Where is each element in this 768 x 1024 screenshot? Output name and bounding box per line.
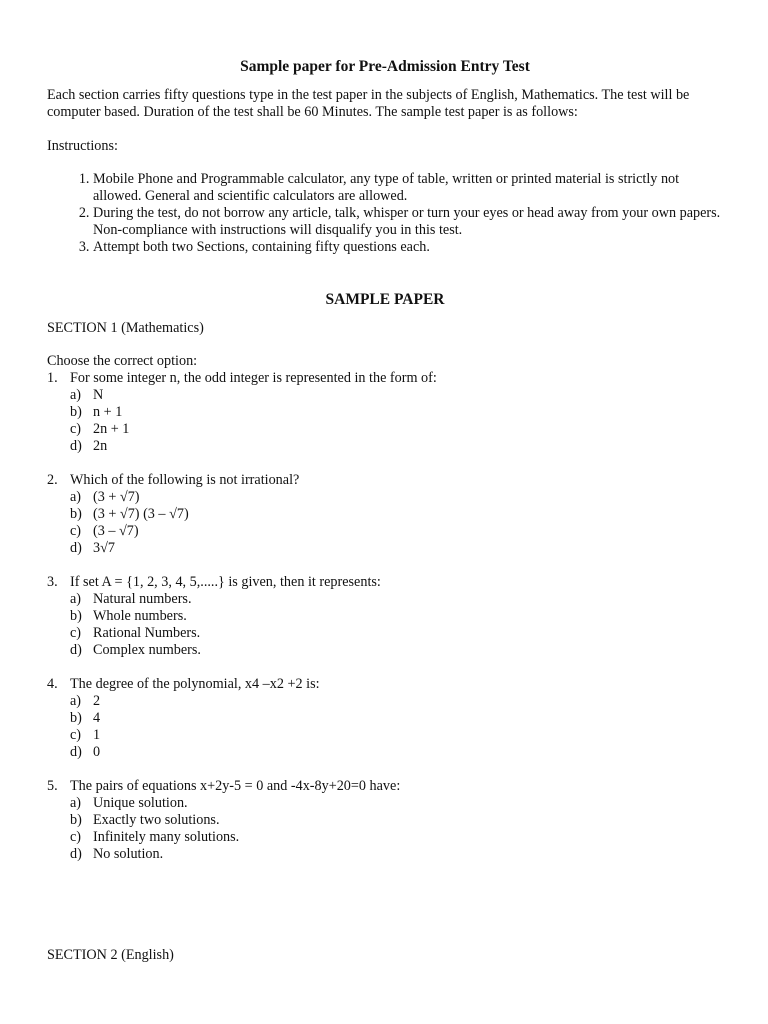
- question-number: 4.: [47, 676, 58, 692]
- answer-option: [47, 846, 723, 863]
- answer-option: [47, 608, 723, 625]
- document-page: [47, 58, 723, 880]
- answer-option: [47, 744, 723, 761]
- answer-option: [47, 489, 723, 506]
- page-title: Sample paper for Pre-Admission Entry Test: [240, 58, 530, 75]
- option-label: c): [70, 625, 82, 641]
- option-text: No solution.: [93, 846, 164, 862]
- answer-option: [47, 540, 723, 557]
- option-text: N: [93, 387, 104, 403]
- option-text: 2: [93, 693, 101, 709]
- question-text: Which of the following is not irrational?: [70, 472, 300, 488]
- option-label: a): [70, 489, 82, 505]
- option-label: c): [70, 421, 82, 437]
- option-text: 3√7: [93, 540, 115, 556]
- option-text: (3 – √7): [93, 523, 139, 539]
- instructions-list: [47, 171, 723, 256]
- option-text: Unique solution.: [93, 795, 188, 811]
- answer-option: [47, 642, 723, 659]
- section-1-heading: SECTION 1 (Mathematics): [47, 320, 204, 336]
- question-number: 2.: [47, 472, 58, 488]
- option-label: b): [70, 812, 82, 828]
- question-number: 5.: [47, 778, 58, 794]
- option-text: 1: [93, 727, 101, 743]
- instructions-label: Instructions:: [47, 138, 118, 154]
- question-line: [47, 370, 723, 387]
- option-label: a): [70, 387, 82, 403]
- option-text: 0: [93, 744, 101, 760]
- option-text: (3 + √7) (3 – √7): [93, 506, 189, 522]
- option-text: 4: [93, 710, 101, 726]
- option-label: d): [70, 846, 82, 862]
- question-2: [47, 472, 723, 557]
- question-4: [47, 676, 723, 761]
- question-line: [47, 778, 723, 795]
- question-line: [47, 472, 723, 489]
- option-label: a): [70, 795, 82, 811]
- option-text: Exactly two solutions.: [93, 812, 220, 828]
- option-label: c): [70, 523, 82, 539]
- question-list: [47, 370, 723, 863]
- option-text: Whole numbers.: [93, 608, 187, 624]
- option-label: d): [70, 642, 82, 658]
- question-number: 3.: [47, 574, 58, 590]
- option-label: a): [70, 591, 82, 607]
- option-text: n + 1: [93, 404, 123, 420]
- option-label: d): [70, 744, 82, 760]
- option-text: Rational Numbers.: [93, 625, 201, 641]
- intro-paragraph: Each section carries fifty questions type in the test paper in the subjects of English, Mathematics. The test will be computer based. Duration of the test shall be 60 Minutes. The sample test paper is as follows:: [47, 87, 690, 120]
- option-label: b): [70, 710, 82, 726]
- answer-option: [47, 710, 723, 727]
- question-text: For some integer n, the odd integer is represented in the form of:: [70, 370, 437, 386]
- question-number: 1.: [47, 370, 58, 386]
- answer-option: [47, 727, 723, 744]
- question-line: [47, 676, 723, 693]
- answer-option: [47, 506, 723, 523]
- option-label: b): [70, 608, 82, 624]
- instruction-item: 2. During the test, do not borrow any article, talk, whisper or turn your eyes or head away from your own papers. Non-compliance with instructions will disqualify you in this test.: [93, 205, 723, 239]
- answer-option: [47, 438, 723, 455]
- answer-option: [47, 421, 723, 438]
- question-text: The pairs of equations x+2y-5 = 0 and -4x-8y+20=0 have:: [70, 778, 401, 794]
- option-label: d): [70, 438, 82, 454]
- option-label: b): [70, 506, 82, 522]
- option-label: a): [70, 693, 82, 709]
- answer-option: [47, 404, 723, 421]
- question-5: [47, 778, 723, 863]
- sample-paper-heading: SAMPLE PAPER: [325, 291, 445, 308]
- option-text: (3 + √7): [93, 489, 140, 505]
- option-text: Infinitely many solutions.: [93, 829, 240, 845]
- instruction-item: 3. Attempt both two Sections, containing fifty questions each.: [93, 239, 723, 256]
- answer-option: [47, 625, 723, 642]
- answer-option: [47, 387, 723, 404]
- question-1: [47, 370, 723, 455]
- option-text: 2n: [93, 438, 108, 454]
- question-3: [47, 574, 723, 659]
- answer-option: [47, 693, 723, 710]
- option-text: 2n + 1: [93, 421, 130, 437]
- choose-option-prompt: Choose the correct option:: [47, 353, 198, 369]
- instruction-item: 1. Mobile Phone and Programmable calculator, any type of table, written or printed material is strictly not allowed. General and scientific calculators are allowed.: [93, 171, 723, 205]
- option-label: d): [70, 540, 82, 556]
- answer-option: [47, 523, 723, 540]
- answer-option: [47, 591, 723, 608]
- question-line: [47, 574, 723, 591]
- option-text: Natural numbers.: [93, 591, 192, 607]
- option-label: c): [70, 727, 82, 743]
- answer-option: [47, 795, 723, 812]
- answer-option: [47, 829, 723, 846]
- question-text: If set A = {1, 2, 3, 4, 5,.....} is given, then it represents:: [70, 574, 381, 590]
- option-text: Complex numbers.: [93, 642, 201, 658]
- option-label: c): [70, 829, 82, 845]
- section-2-heading: SECTION 2 (English): [47, 947, 174, 963]
- question-text: The degree of the polynomial, x4 –x2 +2 is:: [70, 676, 320, 692]
- answer-option: [47, 812, 723, 829]
- option-label: b): [70, 404, 82, 420]
